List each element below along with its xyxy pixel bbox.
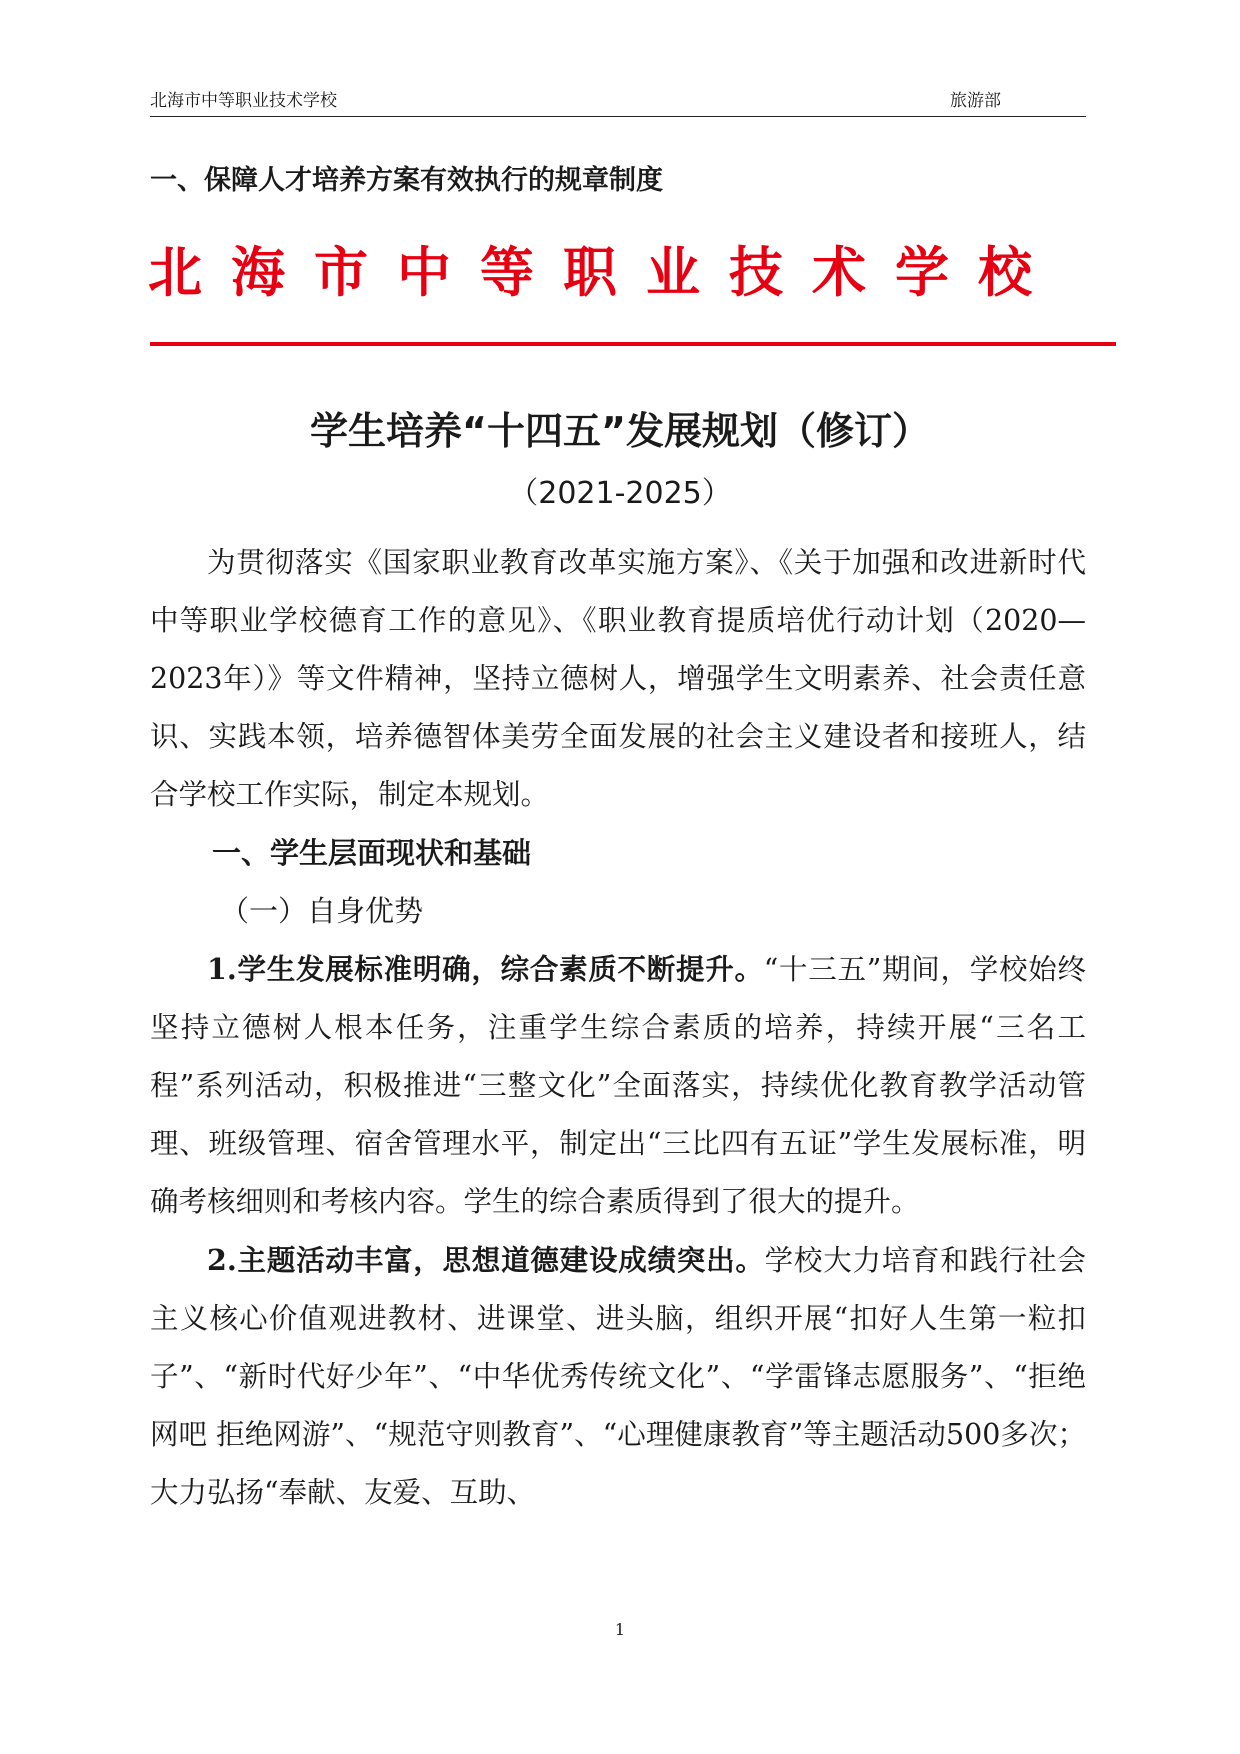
item-1-paragraph [150, 940, 1086, 1231]
page-number: 1 [614, 1620, 626, 1639]
letterhead-red-rule [150, 342, 1116, 346]
document-title: 学生培养“十四五”发展规划（修订） [310, 409, 930, 453]
document-body [150, 534, 1086, 1522]
item-2-paragraph [150, 1231, 1086, 1522]
header-department: 旅游部 [950, 91, 1001, 111]
item-1-lead: 1.学生发展标准明确，综合素质不断提升。 [207, 952, 764, 986]
header-school-name: 北海市中等职业技术学校 [150, 91, 337, 111]
item-2-lead: 2.主题活动丰富，思想道德建设成绩突出。 [207, 1243, 765, 1277]
letterhead-org-name: 北海市中等职业技术学校 [148, 240, 1061, 304]
section-heading: 一、保障人才培养方案有效执行的规章制度 [150, 165, 663, 196]
item-2-text: 学校大力培育和践行社会主义核心价值观进教材、进课堂、进头脑，组织开展“扣好人生第一粒扣子”、“新时代好少年”、“中华优秀传统文化”、“学雷锋志愿服务”、“拒绝网吧 拒绝网游”、“规范守则教育”、“心理健康教育”等主题活动500多次；大力弘扬“奉献、友爱、互助、 [150, 1244, 1086, 1509]
heading-level-2: （一）自身优势 [220, 894, 424, 928]
document-subtitle: （2021-2025） [508, 476, 732, 511]
heading-level-1: 一、学生层面现状和基础 [212, 836, 532, 870]
intro-paragraph: 为贯彻落实《国家职业教育改革实施方案》、《关于加强和改进新时代中等职业学校德育工作的意见》、《职业教育提质培优行动计划（2020—2023年）》等文件精神，坚持立德树人，增强学生文明素养、社会责任意识、实践本领，培养德智体美劳全面发展的社会主义建设者和接班人，结合学校工作实际，制定本规划。 [150, 546, 1086, 811]
item-1-text: “十三五”期间，学校始终坚持立德树人根本任务，注重学生综合素质的培养，持续开展“三名工程”系列活动，积极推进“三整文化”全面落实，持续优化教育教学活动管理、班级管理、宿舍管理水平，制定出“三比四有五证”学生发展标准，明确考核细则和考核内容。学生的综合素质得到了很大的提升。 [150, 953, 1086, 1218]
running-header [150, 86, 1086, 117]
